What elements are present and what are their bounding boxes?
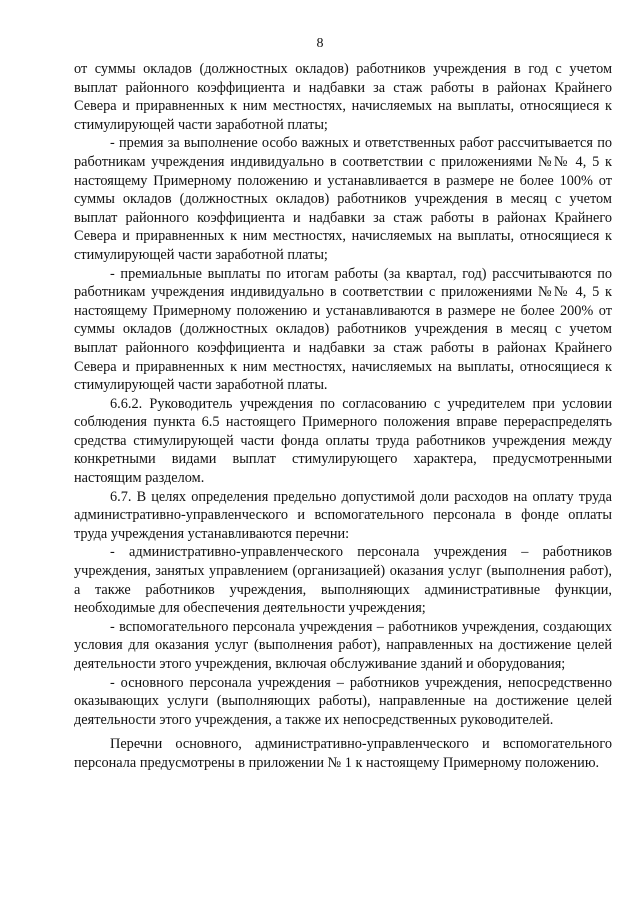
paragraph-continuation: от суммы окладов (должностных окладов) работников учреждения в год с учетом выплат районного коэффициента и надбавки за стаж работы в районах Крайнего Севера и приравненных к ним местностях, начисляемых на выплаты, относящиеся к стимулирующей части заработной платы; xyxy=(74,61,612,133)
paragraph-bonus-quarter-year: - премиальные выплаты по итогам работы (за квартал, год) рассчитываются по работникам учреждения индивидуально в соответствии с приложениями №№ 4, 5 к настоящему Примерному положению и устанавливаются в размере не более 200% от суммы окладов (должностных окладов) работников учреждения в месяц с учетом выплат районного коэффициента и надбавки за стаж работы в районах Крайнего Севера и приравненных к ним местностях, начисляемых на выплаты, относящиеся к стимулирующей части заработной платы. xyxy=(74,265,612,394)
paragraph-main-staff: - основного персонала учреждения – работников учреждения, непосредственно оказывающих услуги (выполняющих работы), направленные на достижение целей деятельности этого учреждения, а также их непосредственных руководителей. xyxy=(74,674,612,728)
paragraph-admin-staff: - административно-управленческого персонала учреждения – работников учреждения, занятых управлением (организацией) оказания услуг (выполнения работ), а также работников учреждения, выполняющих административные функции, необходимые для обеспечения деятельности учреждения; xyxy=(74,544,612,617)
page-number: 8 xyxy=(316,36,324,51)
paragraph-lists-reference: Перечни основного, административно-управленческого и вспомогательного персонала предусмотрены в приложении № 1 к настоящему Примерному положению. xyxy=(74,736,612,771)
paragraph-6-7: 6.7. В целях определения предельно допустимой доли расходов на оплату труда административно-управленческого и вспомогательного персонала в фонде оплаты труда учреждения устанавливаются перечни: xyxy=(74,488,612,542)
document-body xyxy=(74,60,612,773)
paragraph-bonus-important-work: - премия за выполнение особо важных и ответственных работ рассчитывается по работникам учреждения индивидуально в соответствии с приложениями №№ 4, 5 к настоящему Примерному положению и устанавливается в размере не более 100% от суммы окладов (должностных окладов) работников учреждения в месяц с учетом выплат районного коэффициента и надбавки за стаж работы в районах Крайнего Севера и приравненных к ним местностях, начисляемых на выплаты, относящиеся к стимулирующей части заработной платы; xyxy=(74,135,612,263)
paragraph-support-staff: - вспомогательного персонала учреждения – работников учреждения, создающих условия для оказания услуг (выполнения работ), направленных на достижение целей деятельности этого учреждения, включая обслуживание зданий и оборудования; xyxy=(74,618,612,672)
paragraph-6-6-2: 6.6.2. Руководитель учреждения по согласованию с учредителем при условии соблюдения пункта 6.5 настоящего Примерного положения вправе перераспределять средства стимулирующей части фонда оплаты труда работников учреждения между конкретными видами выплат стимулирующего характера, предусмотренными настоящим разделом. xyxy=(74,395,612,487)
